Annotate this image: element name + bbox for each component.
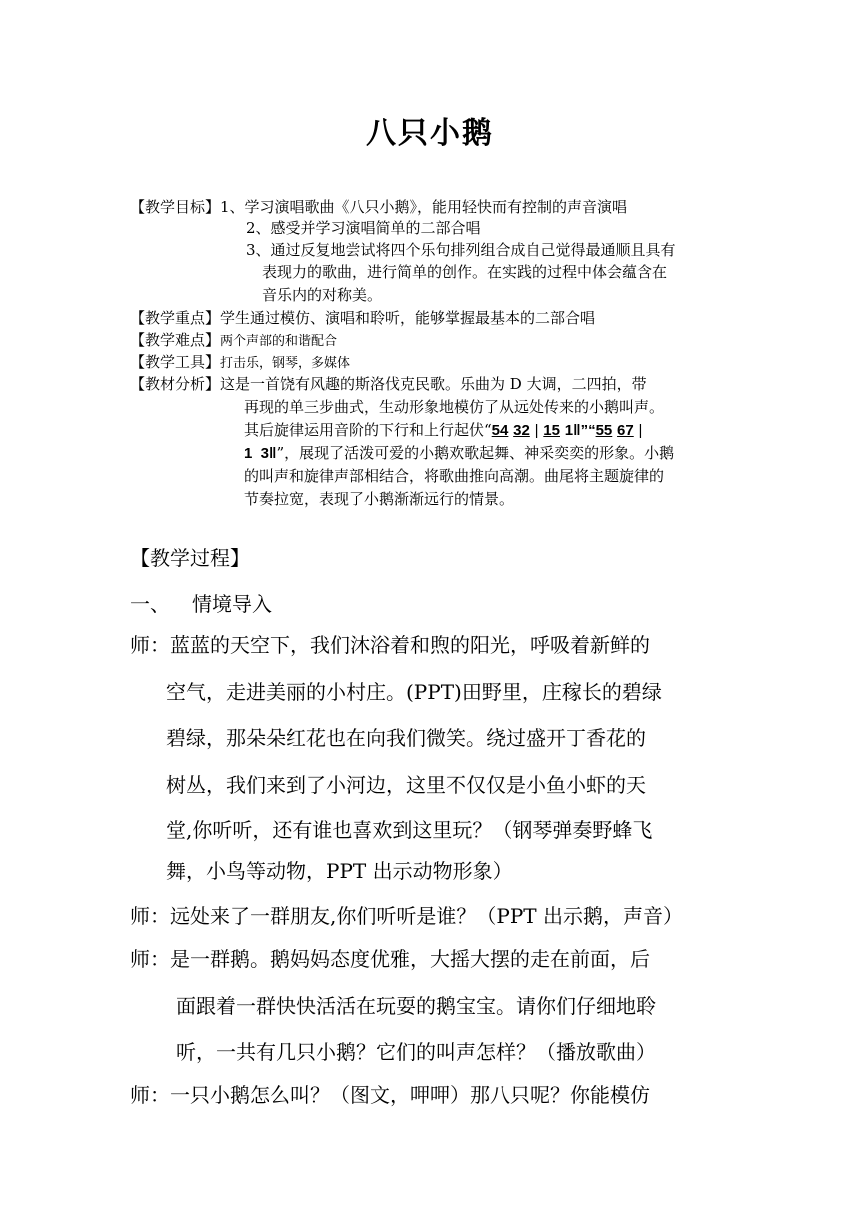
objective-3-line2: 表现力的歌曲，进行简单的创作。在实践的过程中体会蕴含在 (262, 263, 668, 281)
notation-13: 1 3‖ (244, 445, 277, 462)
barline-1: | (534, 422, 539, 439)
key-point-row (130, 308, 595, 329)
objective-2: 2、感受并学习演唱简单的二部合唱 (246, 219, 481, 237)
paragraph-1-line3: 碧绿，那朵朵红花也在向我们微笑。绕过盛开丁香花的 (166, 726, 646, 750)
analysis-line4 (244, 443, 674, 464)
difficulty-row (130, 330, 337, 352)
paragraph-2: 师：远处来了一群朋友,你们听听是谁？（PPT 出示鹅，声音） (130, 904, 683, 928)
analysis-line5: 的叫声和旋律声部相结合，将歌曲推向高潮。曲尾将主题旋律的 (244, 467, 665, 485)
objective-1: 1、学习演唱歌曲《八只小鹅》，能用轻快而有控制的声音演唱 (220, 198, 628, 216)
notation-15: 15 (543, 422, 560, 439)
analysis-line3-text: 其后旋律运用音阶的下行和上行起伏“ (244, 421, 492, 439)
notation-54: 54 (491, 422, 509, 439)
objectives-row (130, 197, 627, 218)
key-point-text: 学生通过模仿、演唱和聆听，能够掌握最基本的二部合唱 (220, 309, 596, 327)
tools-row (130, 352, 350, 374)
paragraph-1-line1: 师：蓝蓝的天空下，我们沐浴着和煦的阳光，呼吸着新鲜的 (130, 633, 650, 657)
objective-3-line1: 3、通过反复地尝试将四个乐句排列组合成自己觉得最通顺且具有 (246, 241, 676, 259)
notation-67: 67 (617, 422, 634, 439)
analysis-line3 (244, 420, 642, 441)
difficulty-label: 【教学难点】 (130, 331, 221, 349)
difficulty-text: 两个声部的和谐配合 (220, 334, 338, 349)
paragraph-1-line2: 空气，走进美丽的小村庄。(PPT)田野里，庄稼长的碧绿 (166, 680, 662, 704)
tools-label: 【教学工具】 (130, 353, 221, 371)
paragraph-3-line1: 师：是一群鹅。鹅妈妈态度优雅，大摇大摆的走在前面，后 (130, 947, 650, 971)
tools-text: 打击乐，钢琴，多媒体 (220, 356, 351, 371)
notation-1-end: 1‖”“ (564, 422, 596, 439)
paragraph-4: 师：一只小鹅怎么叫？（图文，呷呷）那八只呢？你能模仿 (130, 1083, 650, 1107)
paragraph-1-line6: 舞，小鸟等动物，PPT 出示动物形象） (166, 859, 513, 883)
paragraph-3-line2: 面跟着一群快快活活在玩耍的鹅宝宝。请你们仔细地聆 (176, 994, 656, 1018)
objective-3-line3: 音乐内的对称美。 (262, 286, 383, 304)
analysis-line4-text: ”，展现了活泼可爱的小鹅欢歌起舞、神采奕奕的形象。小鹅 (276, 444, 675, 462)
analysis-label: 【教材分析】 (130, 375, 221, 393)
paragraph-1-line5: 堂,你听听，还有谁也喜欢到这里玩？（钢琴弹奏野蜂飞 (166, 818, 653, 842)
notation-32: 32 (513, 422, 530, 439)
section-1-number: 一、 (130, 592, 170, 616)
key-point-label: 【教学重点】 (130, 309, 221, 327)
analysis-line2: 再现的单三步曲式，生动形象地模仿了从远处传来的小鹅叫声。 (244, 398, 665, 416)
section-1-title: 情境导入 (192, 592, 272, 616)
page-title: 八只小鹅 (366, 116, 494, 151)
analysis-line1: 这是一首饶有风趣的斯洛伐克民歌。乐曲为 D 大调，二四拍，带 (220, 375, 647, 393)
objectives-label: 【教学目标】 (130, 198, 221, 216)
section-1-heading (130, 588, 272, 617)
process-heading: 【教学过程】 (130, 546, 250, 570)
notation-55: 55 (595, 422, 613, 439)
paragraph-3-line3: 听，一共有几只小鹅？它们的叫声怎样？（播放歌曲） (176, 1040, 656, 1064)
barline-2: | (638, 422, 643, 439)
analysis-line6: 节奏拉宽，表现了小鹅渐渐远行的情景。 (244, 490, 515, 508)
analysis-row (130, 374, 647, 395)
paragraph-1-line4: 树丛，我们来到了小河边，这里不仅仅是小鱼小虾的天 (166, 773, 646, 797)
